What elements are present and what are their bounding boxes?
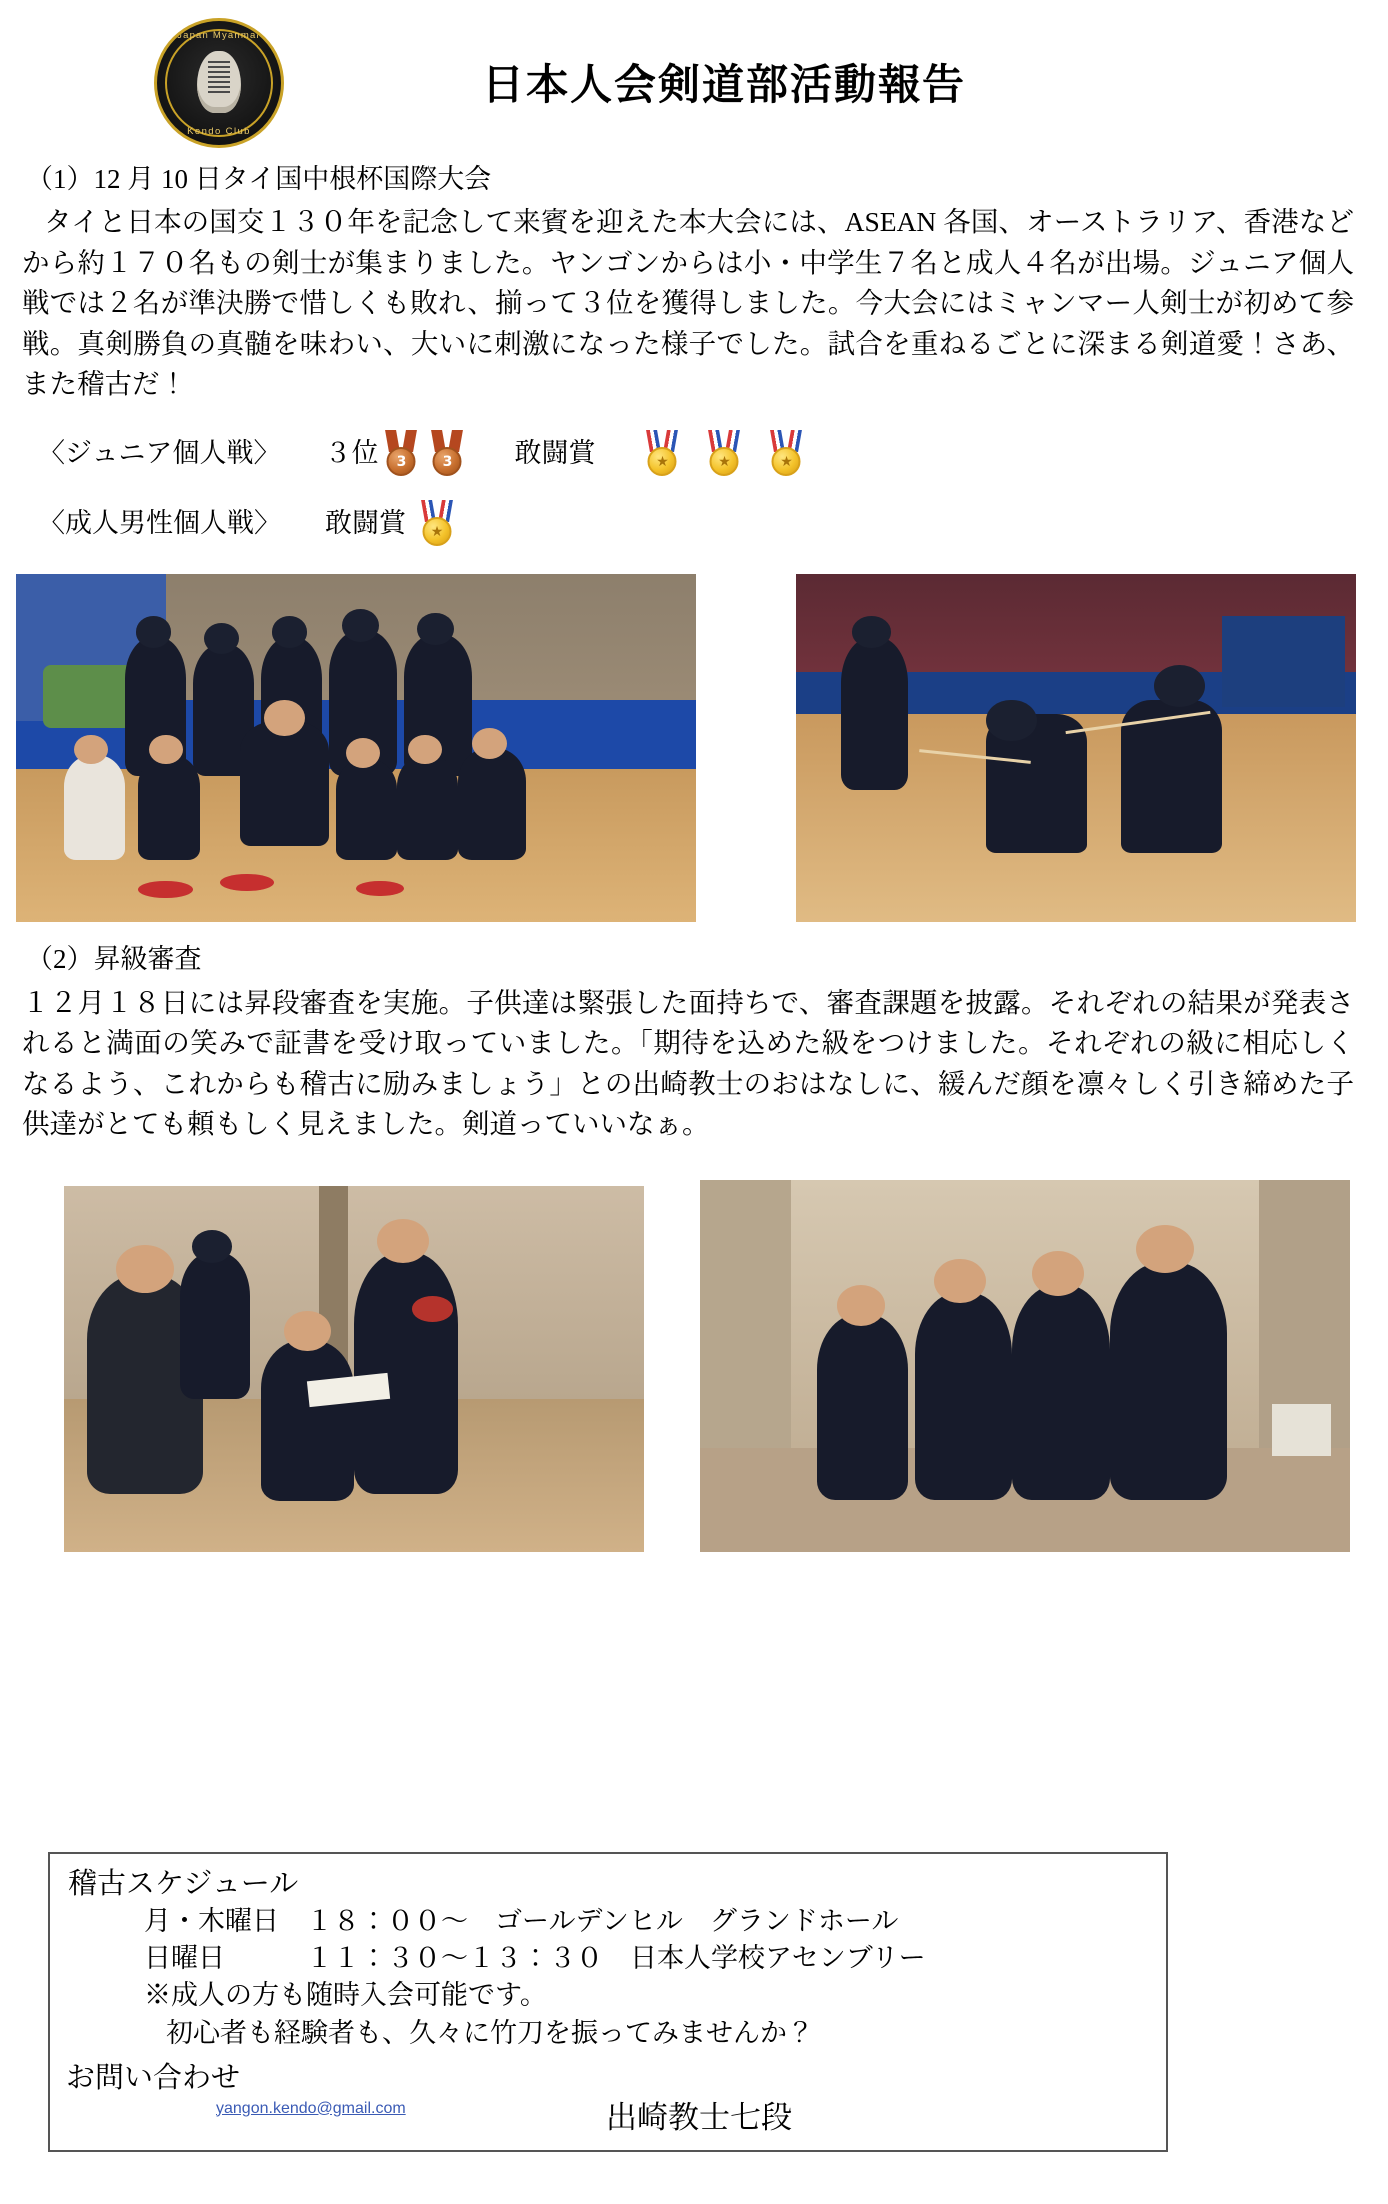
- team-group-photo: [16, 574, 696, 922]
- award-fighting-spirit-junior: 敢闘賞: [514, 438, 596, 469]
- award-category-junior: 〈ジュニア個人戦〉: [38, 438, 281, 469]
- section-2-heading: （2）昇級審査: [26, 944, 202, 975]
- practice-schedule-box: [48, 1852, 1168, 2152]
- section-1-heading: （1）12 月 10 日タイ国中根杯国際大会: [26, 164, 492, 194]
- section-2-body: １２月１８日には昇段審査を実施。子供達は緊張した面持ちで、審査課題を披露。それぞれの結果が発表されると満面の笑みで証書を受け取っていました。「期待を込めた級をつけました。それぞれの級に相応しくなるよう、これからも稽古に励みましょう」との出崎教士のおはなしに、緩んだ顔を凛々しく引き締めた子供達がとても頼もしく見えました。剣道っていいなぁ。: [22, 986, 1354, 1140]
- certificate-ceremony-photo: [64, 1186, 644, 1552]
- schedule-title: 稽古スケジュール: [68, 1868, 299, 1900]
- section-1-photos: [0, 546, 1388, 916]
- document-header: [0, 0, 1388, 170]
- schedule-line-sunday: 日曜日 １１：３０～１３：３０ 日本人学校アセンブリー: [144, 1943, 926, 1974]
- section-2: [0, 940, 1388, 1144]
- award-row-junior: [38, 430, 1388, 476]
- adult-members-photo: [700, 1180, 1350, 1552]
- contact-label: お問い合わせ: [66, 2061, 241, 2094]
- award-fighting-spirit-adult: 敢闘賞: [325, 508, 406, 539]
- section-1: [0, 160, 1388, 546]
- logo-text-top: Japan Myanmar: [177, 30, 261, 41]
- contact-row: [66, 2096, 1150, 2148]
- schedule-note-beginners: 初心者も経験者も、久々に竹刀を振ってみませんか？: [166, 2017, 814, 2048]
- contact-email-link[interactable]: yangon.kendo@gmail.com: [216, 2099, 406, 2117]
- gold-medal-icon: ★: [420, 500, 454, 546]
- bronze-medal-icon: 3: [384, 430, 418, 476]
- bronze-medal-icon: 3: [430, 430, 464, 476]
- match-action-photo: [796, 574, 1356, 922]
- gold-medal-icon: ★: [769, 430, 803, 476]
- gold-medal-icon: ★: [707, 430, 741, 476]
- schedule-line-monday-thursday: 月・木曜日 １８：００～ ゴールデンヒル グランドホール: [144, 1906, 899, 1937]
- signature: 出崎教士七段: [606, 2099, 792, 2135]
- section-2-photos: [0, 1144, 1388, 1564]
- schedule-note-adults: ※成人の方も随時入会可能です。: [144, 1980, 547, 2011]
- logo-text-bottom: Kendo Club: [187, 126, 251, 137]
- award-row-adult-men: [38, 500, 1388, 546]
- page-title: 日本人会剣道部活動報告: [481, 60, 966, 109]
- gold-medal-icon: ★: [645, 430, 679, 476]
- award-category-adult: 〈成人男性個人戦〉: [38, 508, 281, 539]
- award-rank-junior: ３位: [324, 438, 379, 469]
- section-1-body: タイと日本の国交１３０年を記念して来賓を迎えた本大会には、ASEAN 各国、オーストラリア、香港などから約１７０名もの剣士が集まりました。ヤンゴンからは小・中学生７名と成人４名が出場。ジュニア個人戦では２名が準決勝で惜しくも敗れ、揃って３位を獲得しました。今大会にはミャンマー人剣士が初めて参戦。真剣勝負の真髄を味わい、大いに刺激になった様子でした。試合を重ねるごとに深まる剣道愛！さあ、また稽古だ！: [22, 206, 1354, 400]
